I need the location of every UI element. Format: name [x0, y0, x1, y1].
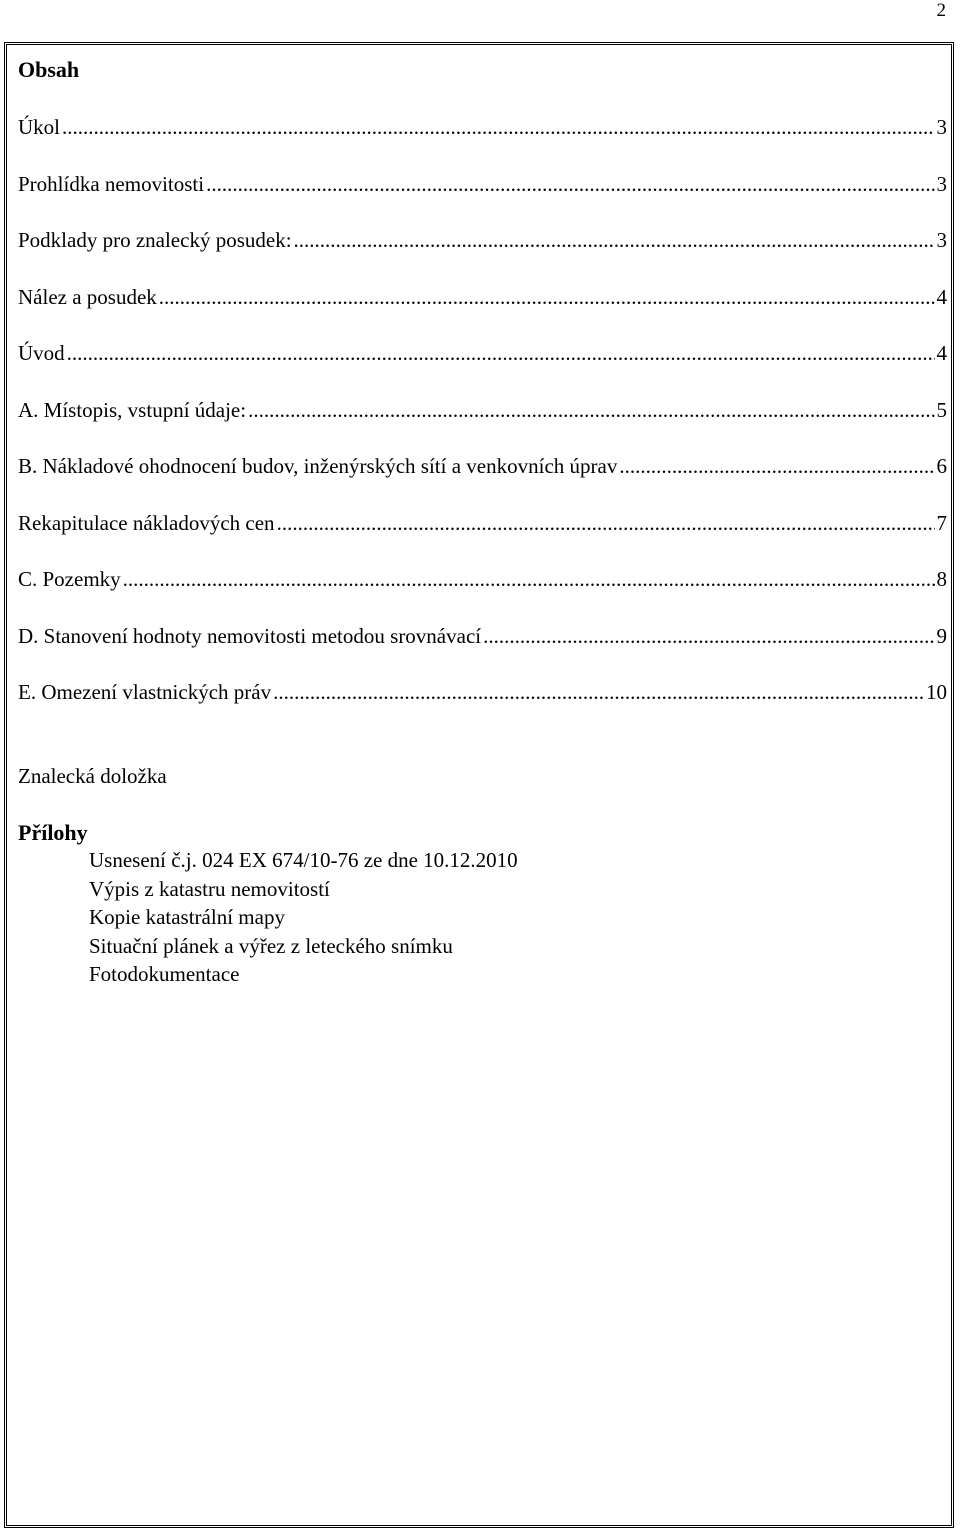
- toc-entry-label: Rekapitulace nákladových cen: [18, 510, 275, 535]
- toc-title: Obsah: [18, 57, 80, 82]
- attachments-list: [89, 846, 518, 989]
- toc-entry-label: B. Nákladové ohodnocení budov, inženýrských sítí a venkovních úprav: [18, 454, 618, 478]
- toc-leader-dots: [62, 113, 935, 141]
- attachment-item: Fotodokumentace: [89, 962, 240, 986]
- toc-entry-label: Úvod: [18, 341, 65, 365]
- toc-entry-page: 3: [936, 171, 947, 196]
- toc-leader-dots: [159, 283, 935, 311]
- toc-entry-page: 4: [936, 284, 947, 309]
- toc-entry[interactable]: [18, 396, 947, 453]
- toc-leader-dots: [619, 452, 934, 480]
- toc-entry-page: 8: [936, 567, 947, 591]
- page-number: 2: [936, 0, 946, 21]
- toc-leader-dots: [123, 565, 935, 593]
- toc-entry[interactable]: [18, 339, 947, 396]
- toc-leader-dots: [294, 226, 935, 254]
- attachment-item: Usnesení č.j. 024 EX 674/10-76 ze dne 10.12.2010: [89, 848, 518, 872]
- toc-entry[interactable]: [18, 509, 947, 566]
- toc-leader-dots: [273, 678, 924, 706]
- toc-leader-dots: [277, 509, 935, 537]
- toc-entry-label: C. Pozemky: [18, 567, 121, 591]
- toc-entry-page: 3: [936, 228, 947, 252]
- toc-entry[interactable]: [18, 170, 947, 227]
- toc-entry-page: 6: [936, 454, 947, 478]
- toc-entry-page: 10: [926, 680, 947, 704]
- toc-entry-label: Nález a posudek: [18, 284, 157, 309]
- toc-entry-page: 4: [936, 341, 947, 365]
- toc-entry[interactable]: [18, 226, 947, 283]
- toc-entry-page: 9: [936, 623, 947, 648]
- toc-entry-label: A. Místopis, vstupní údaje:: [18, 397, 247, 422]
- attachment-item: Situační plánek a výřez z leteckého snímku: [89, 933, 453, 958]
- toc-entry[interactable]: [18, 678, 947, 735]
- attachment-item: Kopie katastrální mapy: [89, 905, 285, 929]
- table-of-contents: [18, 113, 947, 735]
- toc-leader-dots: [67, 339, 935, 367]
- toc-entry[interactable]: [18, 113, 947, 170]
- toc-entry[interactable]: [18, 565, 947, 622]
- toc-entry-page: 5: [936, 397, 947, 422]
- toc-entry-label: Úkol: [18, 115, 60, 139]
- toc-entry[interactable]: [18, 283, 947, 340]
- toc-leader-dots: [483, 622, 934, 650]
- toc-entry-label: Prohlídka nemovitosti: [18, 171, 205, 196]
- toc-entry[interactable]: [18, 622, 947, 679]
- toc-leader-dots: [206, 170, 934, 198]
- attachment-item: Výpis z katastru nemovitostí: [89, 876, 330, 901]
- expert-clause-heading: Znalecká doložka: [18, 764, 167, 788]
- toc-entry-page: 7: [936, 510, 947, 535]
- toc-entry-page: 3: [936, 115, 947, 139]
- toc-entry[interactable]: [18, 452, 947, 509]
- toc-entry-label: E. Omezení vlastnických práv: [18, 680, 272, 704]
- toc-entry-label: Podklady pro znalecký posudek:: [18, 228, 292, 252]
- toc-entry-label: D. Stanovení hodnoty nemovitosti metodou srovnávací: [18, 623, 482, 648]
- attachments-title: Přílohy: [18, 820, 88, 845]
- toc-leader-dots: [248, 396, 934, 424]
